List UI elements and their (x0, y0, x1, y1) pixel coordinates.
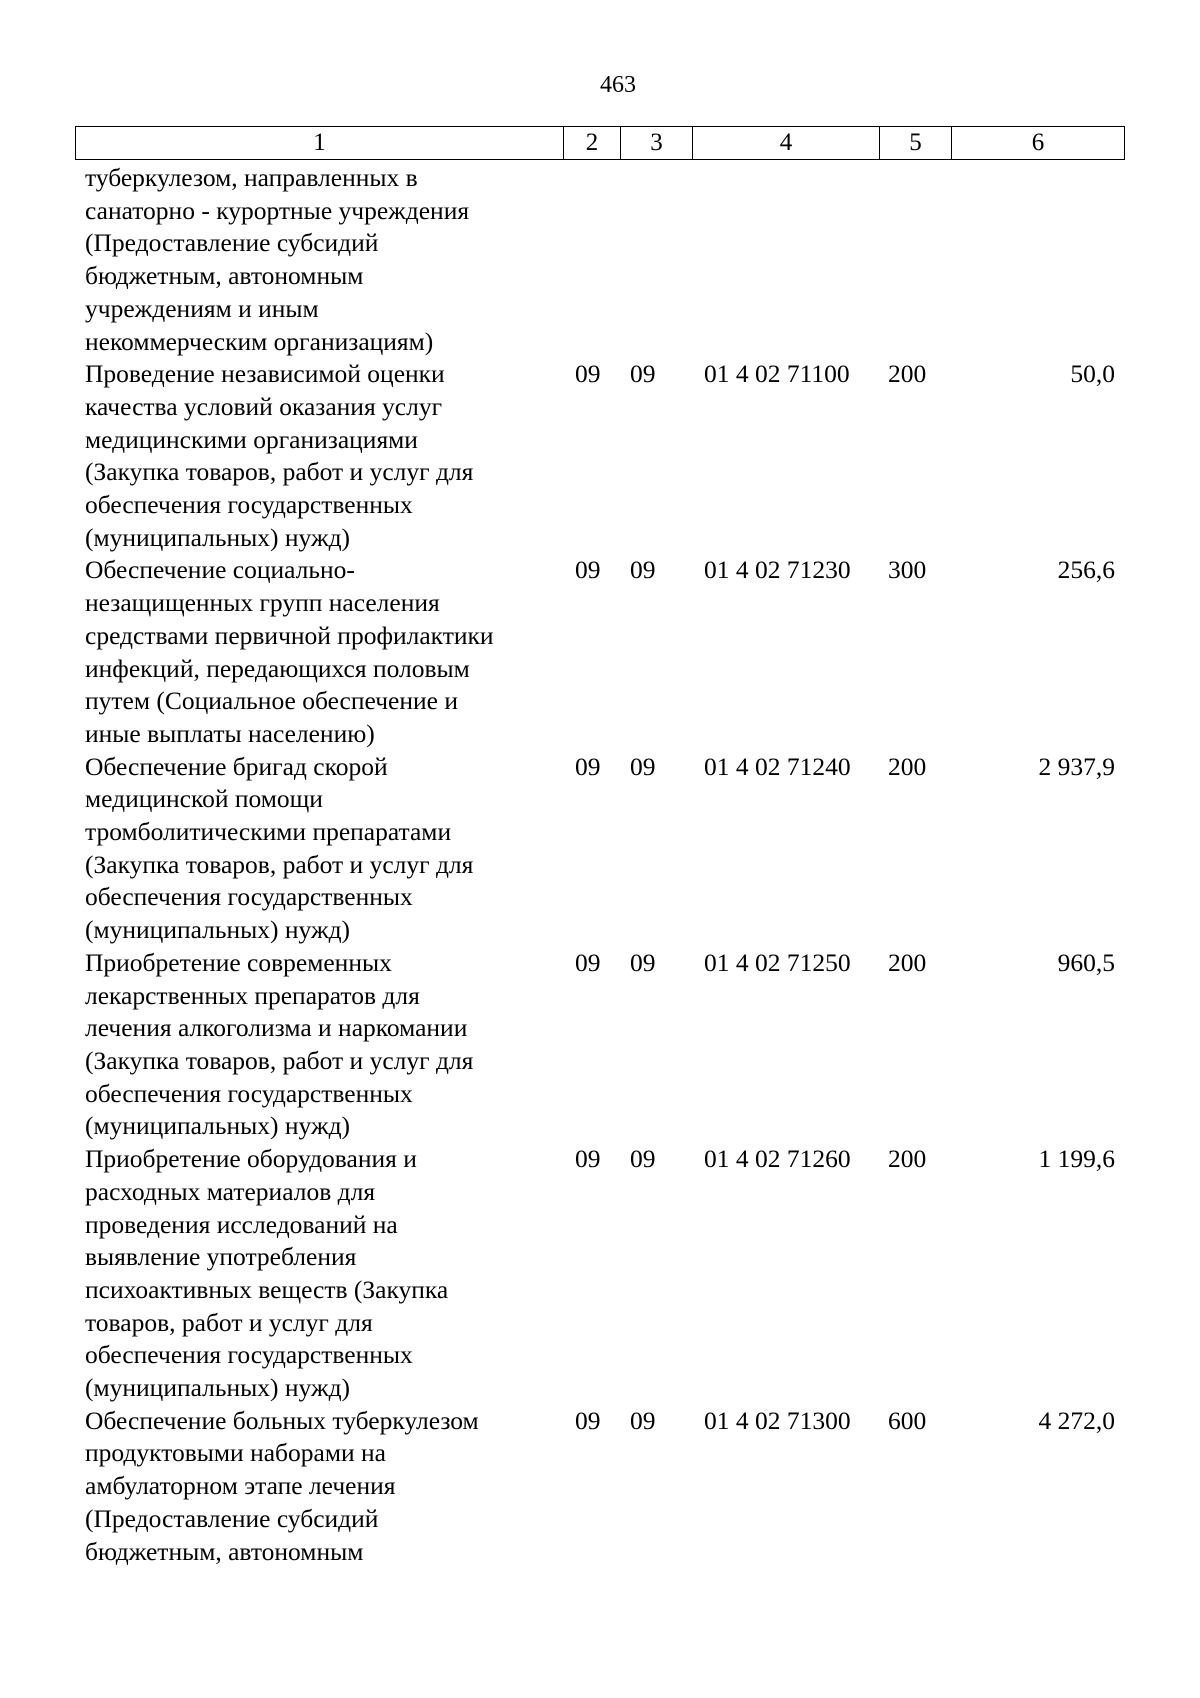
row-section (563, 162, 620, 358)
table-row (75, 947, 1125, 1143)
row-subsection: 09 (630, 1405, 656, 1435)
row-description: Проведение независимой оценки качества условий оказания услуг медицинскими организациями (Закупка товаров, работ и услуг для обеспечения государственных (муниципальных) нужд) (85, 359, 474, 552)
row-target-code: 01 4 02 71240 (704, 751, 851, 781)
row-target-code (692, 162, 879, 358)
column-header-2: 2 (563, 127, 620, 159)
row-subsection: 09 (630, 359, 656, 389)
row-expense-type: 200 (888, 947, 927, 977)
page-number: 463 (600, 72, 636, 98)
row-expense-type: 200 (888, 751, 927, 781)
row-description: Приобретение современных лекарственных препаратов для лечения алкоголизма и наркомании (Закупка товаров, работ и услуг для обеспечения государственных (муниципальных) нужд) (85, 947, 474, 1141)
row-section: 09 (575, 359, 601, 389)
table-row (75, 1143, 1125, 1405)
row-description: Обеспечение социально- незащищенных групп населения средствами первичной профилактики инфекций, передающихся половым путем (Социальное обеспечение и иные выплаты населению) (85, 555, 494, 748)
row-target-code: 01 4 02 71300 (704, 1405, 851, 1435)
table-row (75, 554, 1125, 750)
column-header-1: 1 (75, 127, 563, 159)
column-header-6: 6 (951, 127, 1125, 159)
row-subsection: 09 (630, 751, 656, 781)
table-row (75, 1405, 1125, 1569)
row-expense-type: 300 (888, 555, 927, 585)
row-amount: 960,5 (1057, 947, 1115, 977)
table-header (75, 126, 1125, 160)
row-description: туберкулезом, направленных в санаторно - курортные учреждения (Предоставление субсидий бюджетным, автономным учреждениям и иным некоммерческим организациям) (85, 163, 470, 356)
row-target-code: 01 4 02 71230 (704, 555, 851, 585)
row-subsection: 09 (630, 555, 656, 585)
row-amount: 50,0 (1070, 359, 1115, 389)
row-section: 09 (575, 555, 601, 585)
table-row (75, 358, 1125, 554)
row-section: 09 (575, 1144, 601, 1174)
row-amount: 4 272,0 (1038, 1405, 1115, 1435)
row-description: Обеспечение больных туберкулезом продуктовыми наборами на амбулаторном этапе лечения (Предоставление субсидий бюджетным, автономным (85, 1405, 479, 1566)
row-subsection (620, 162, 692, 358)
row-target-code: 01 4 02 71260 (704, 1144, 851, 1174)
table-row (75, 162, 1125, 358)
row-section: 09 (575, 1405, 601, 1435)
row-amount: 1 199,6 (1038, 1144, 1115, 1174)
row-description: Приобретение оборудования и расходных материалов для проведения исследований на выявление употребления психоактивных веществ (Закупка товаров, работ и услуг для обеспечения государственных (муниципальных) нужд) (85, 1144, 449, 1403)
row-expense-type: 200 (888, 359, 927, 389)
row-amount (951, 162, 1125, 358)
row-amount: 256,6 (1057, 555, 1115, 585)
row-expense-type: 600 (888, 1405, 927, 1435)
row-expense-type: 200 (888, 1144, 927, 1174)
row-description: Обеспечение бригад скорой медицинской помощи тромболитическими препаратами (Закупка товаров, работ и услуг для обеспечения государственных (муниципальных) нужд) (85, 751, 474, 945)
column-header-4: 4 (692, 127, 879, 159)
row-subsection: 09 (630, 1144, 656, 1174)
row-amount: 2 937,9 (1038, 751, 1115, 781)
row-subsection: 09 (630, 947, 656, 977)
row-target-code: 01 4 02 71100 (704, 359, 850, 389)
table-row (75, 751, 1125, 947)
row-expense-type (879, 162, 951, 358)
row-target-code: 01 4 02 71250 (704, 947, 851, 977)
row-section: 09 (575, 751, 601, 781)
column-header-5: 5 (879, 127, 951, 159)
table-body (75, 162, 1125, 1568)
column-header-3: 3 (620, 127, 692, 159)
row-section: 09 (575, 947, 601, 977)
